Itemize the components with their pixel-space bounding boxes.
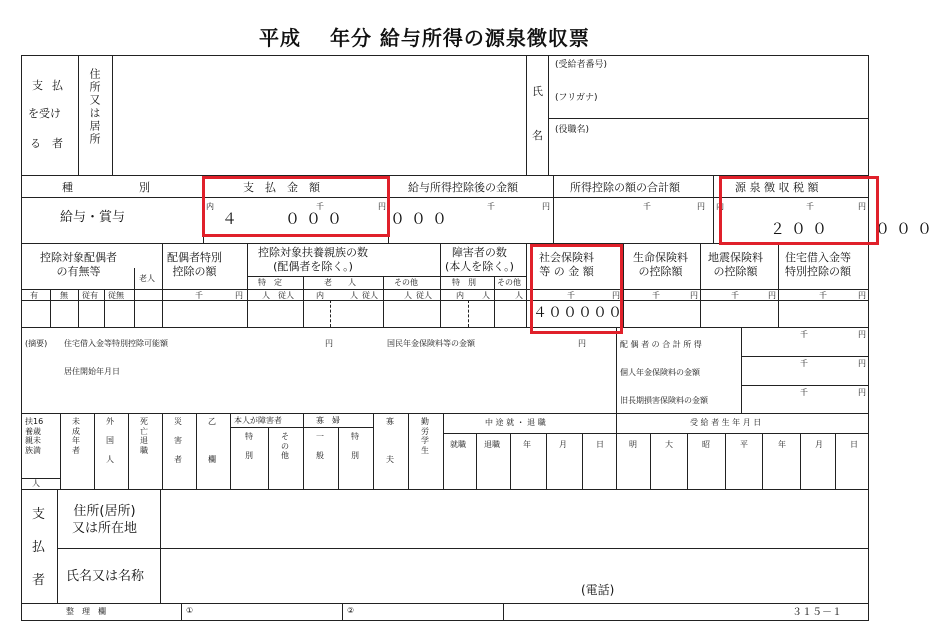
disabled-header: 障害者の数 (本人を除く。) <box>445 246 514 273</box>
rojin-nin: 人 <box>350 291 358 300</box>
rojin2-label: 老 人 <box>324 278 356 287</box>
highlight-pay-amount <box>202 176 390 237</box>
long-term-label: 旧長期損害保険料の金額 <box>620 396 708 405</box>
sonota-nin: 人 <box>404 291 412 300</box>
pay-sen-mark: 千 <box>316 202 324 211</box>
col-dependent-nin: 人 <box>32 479 40 488</box>
payer-char-3: を受け <box>28 107 61 120</box>
type-header: 種 別 <box>62 181 150 194</box>
private-pension-label: 個人年金保険料の金額 <box>620 368 700 377</box>
form-code: ３１５－１ <box>792 607 842 618</box>
heisei-label: 平 <box>740 440 748 449</box>
ari-label: 有 <box>30 291 38 300</box>
pay-uchi-mark: 内 <box>206 202 214 211</box>
si-sen: 千 <box>800 330 808 339</box>
payer-char-1: 支 <box>32 79 43 92</box>
payer-address-label: 住所(居所) 又は所在地 <box>72 504 138 536</box>
showa-label: 昭 <box>702 440 710 449</box>
pay-amount-header: 支 払 金 額 <box>243 181 320 194</box>
payer-footer-char-1: 支 <box>32 507 46 522</box>
dis2-nin: 人 <box>515 291 523 300</box>
type-value: 給与・賞与 <box>60 210 126 225</box>
si-en: 円 <box>858 330 866 339</box>
col-disaster: 災 害 者 <box>174 417 182 465</box>
pension-label: 国民年金保険料等の金額 <box>387 339 475 348</box>
col-otsu: 乙 欄 <box>208 417 216 465</box>
life-insurance-header: 生命保険料 の控除額 <box>633 251 688 279</box>
col-dependent-16: 扶16 養歳 親未 族満 <box>25 417 44 455</box>
rojin-ju: 従人 <box>362 291 378 300</box>
recipient-number-label: (受給者番号) <box>555 60 608 70</box>
birth-day: 日 <box>850 440 858 449</box>
after-en-mark: 円 <box>542 202 550 211</box>
ded-sen-mark: 千 <box>643 202 651 211</box>
disabled-self-header: 本人が障害者 <box>234 416 282 425</box>
pension-en: 円 <box>578 339 586 348</box>
tokutei-nin: 人 <box>262 291 270 300</box>
taisho-label: 大 <box>665 440 673 449</box>
col-foreigner: 外 国 人 <box>106 417 114 465</box>
mid-year-month: 月 <box>559 440 567 449</box>
disabled-tokubetsu: 特 別 <box>245 432 253 461</box>
seiri-1: ① <box>186 606 194 615</box>
spouse-exists-header: 控除対象配偶者 の有無等 <box>40 251 117 279</box>
tax-uchi-mark: 内 <box>716 202 724 211</box>
widow-tokubetsu: 特 別 <box>351 432 359 461</box>
widow-header: 寡 婦 <box>316 416 340 425</box>
spouse-income-label: 配 偶 者 の 合 計 所 得 <box>620 340 702 349</box>
residence-start-label: 居住開始年月日 <box>64 367 120 376</box>
after-sen-mark: 千 <box>487 202 495 211</box>
birth-month: 月 <box>815 440 823 449</box>
payer-char-5: 者 <box>52 137 63 150</box>
after-deduction-header: 給与所得控除後の金額 <box>408 181 518 194</box>
social-insurance-header: 社会保険料 等 の 金 額 <box>539 251 594 279</box>
name-char-2: 名 <box>532 129 543 142</box>
widow-ippan: 一 般 <box>316 432 324 461</box>
tokutei-label: 特 定 <box>258 278 282 287</box>
tax-en-mark: 円 <box>858 202 866 211</box>
spouse-sen: 千 <box>195 291 203 300</box>
working-student-col: 勤 労 学 生 <box>421 417 429 455</box>
payer-name-label: 氏名又は名称 <box>66 569 145 584</box>
dis-nin: 人 <box>482 291 490 300</box>
pp-sen: 千 <box>800 359 808 368</box>
widower-col: 寡 夫 <box>386 417 394 465</box>
pay-en-mark: 円 <box>378 202 386 211</box>
payer-char-2: 払 <box>52 79 63 92</box>
pay-amount-value: ４ ０００ ０００ <box>222 210 454 228</box>
position-label: (役職名) <box>555 125 590 135</box>
birth-year: 年 <box>778 440 786 449</box>
phone-label: (電話) <box>581 583 615 597</box>
social-insurance-value: ４０００００ <box>533 305 623 321</box>
ded-en-mark: 円 <box>697 202 705 211</box>
hl-en: 円 <box>858 291 866 300</box>
tokubetsu-label: 特 別 <box>452 278 476 287</box>
pp-en: 円 <box>858 359 866 368</box>
withholding-tax-value: ２００ ０００ <box>770 220 938 238</box>
deduction-total-header: 所得控除の額の合計額 <box>570 181 680 194</box>
address-label: 住所又は居所 <box>88 68 101 146</box>
birth-header: 受 給 者 生 年 月 日 <box>690 418 762 427</box>
lt-en: 円 <box>858 388 866 397</box>
tax-sen-mark: 千 <box>806 202 814 211</box>
payer-char-4: る <box>30 137 41 150</box>
dependents-header: 控除対象扶養親族の数 (配偶者を除く。) <box>258 246 368 273</box>
summary-label: (摘要) <box>25 339 48 348</box>
mid-year-year: 年 <box>523 440 531 449</box>
rojin-nai: 内 <box>316 291 324 300</box>
meiji-label: 明 <box>629 440 637 449</box>
ju-ari-label: 従有 <box>82 291 98 300</box>
hl-sen: 千 <box>819 291 827 300</box>
tokutei-ju: 従人 <box>278 291 294 300</box>
social-sen: 千 <box>567 291 575 300</box>
withholding-tax-header: 源 泉 徴 収 税 額 <box>735 181 819 194</box>
housing-possible-label: 住宅借入金等特別控除可能額 <box>64 339 168 348</box>
name-char-1: 氏 <box>532 85 543 98</box>
ju-nashi-label: 従無 <box>108 291 124 300</box>
eq-sen: 千 <box>731 291 739 300</box>
earthquake-insurance-header: 地震保険料 の控除額 <box>708 251 763 279</box>
sonota-label: その他 <box>394 278 418 287</box>
payer-footer-char-2: 払 <box>32 540 46 555</box>
furigana-label: (フリガナ) <box>555 93 598 103</box>
housing-loan-header: 住宅借入金等 特別控除の額 <box>785 251 851 279</box>
sonota-ju: 従人 <box>416 291 432 300</box>
life-en: 円 <box>690 291 698 300</box>
seiri-2: ② <box>347 606 355 615</box>
taishoku-label: 退職 <box>484 440 500 449</box>
mid-year-header: 中 途 就 ・ 退 職 <box>485 418 546 427</box>
payer-footer-char-3: 者 <box>32 573 46 588</box>
nashi-label: 無 <box>60 291 68 300</box>
eq-en: 円 <box>768 291 776 300</box>
housing-en: 円 <box>325 339 333 348</box>
rojin-label: 老人 <box>139 274 155 283</box>
sonota2-label: その他 <box>497 278 521 287</box>
social-en: 円 <box>612 291 620 300</box>
shushoku-label: 就職 <box>450 440 466 449</box>
lt-sen: 千 <box>800 388 808 397</box>
mid-year-day: 日 <box>596 440 604 449</box>
highlight-withholding-tax <box>719 176 879 245</box>
spouse-en: 円 <box>235 291 243 300</box>
dis-nai: 内 <box>456 291 464 300</box>
col-death-retire: 死 亡 退 職 <box>140 417 148 455</box>
spouse-special-header: 配偶者特別 控除の額 <box>167 251 222 279</box>
col-minor: 未 成 年 者 <box>72 417 80 455</box>
disabled-sonota: そ の 他 <box>281 432 289 461</box>
life-sen: 千 <box>652 291 660 300</box>
page-title: 平成 年分 給与所得の源泉徴収票 <box>259 26 590 50</box>
seiri-label: 整 理 欄 <box>66 607 106 616</box>
highlight-social-insurance <box>530 244 623 334</box>
